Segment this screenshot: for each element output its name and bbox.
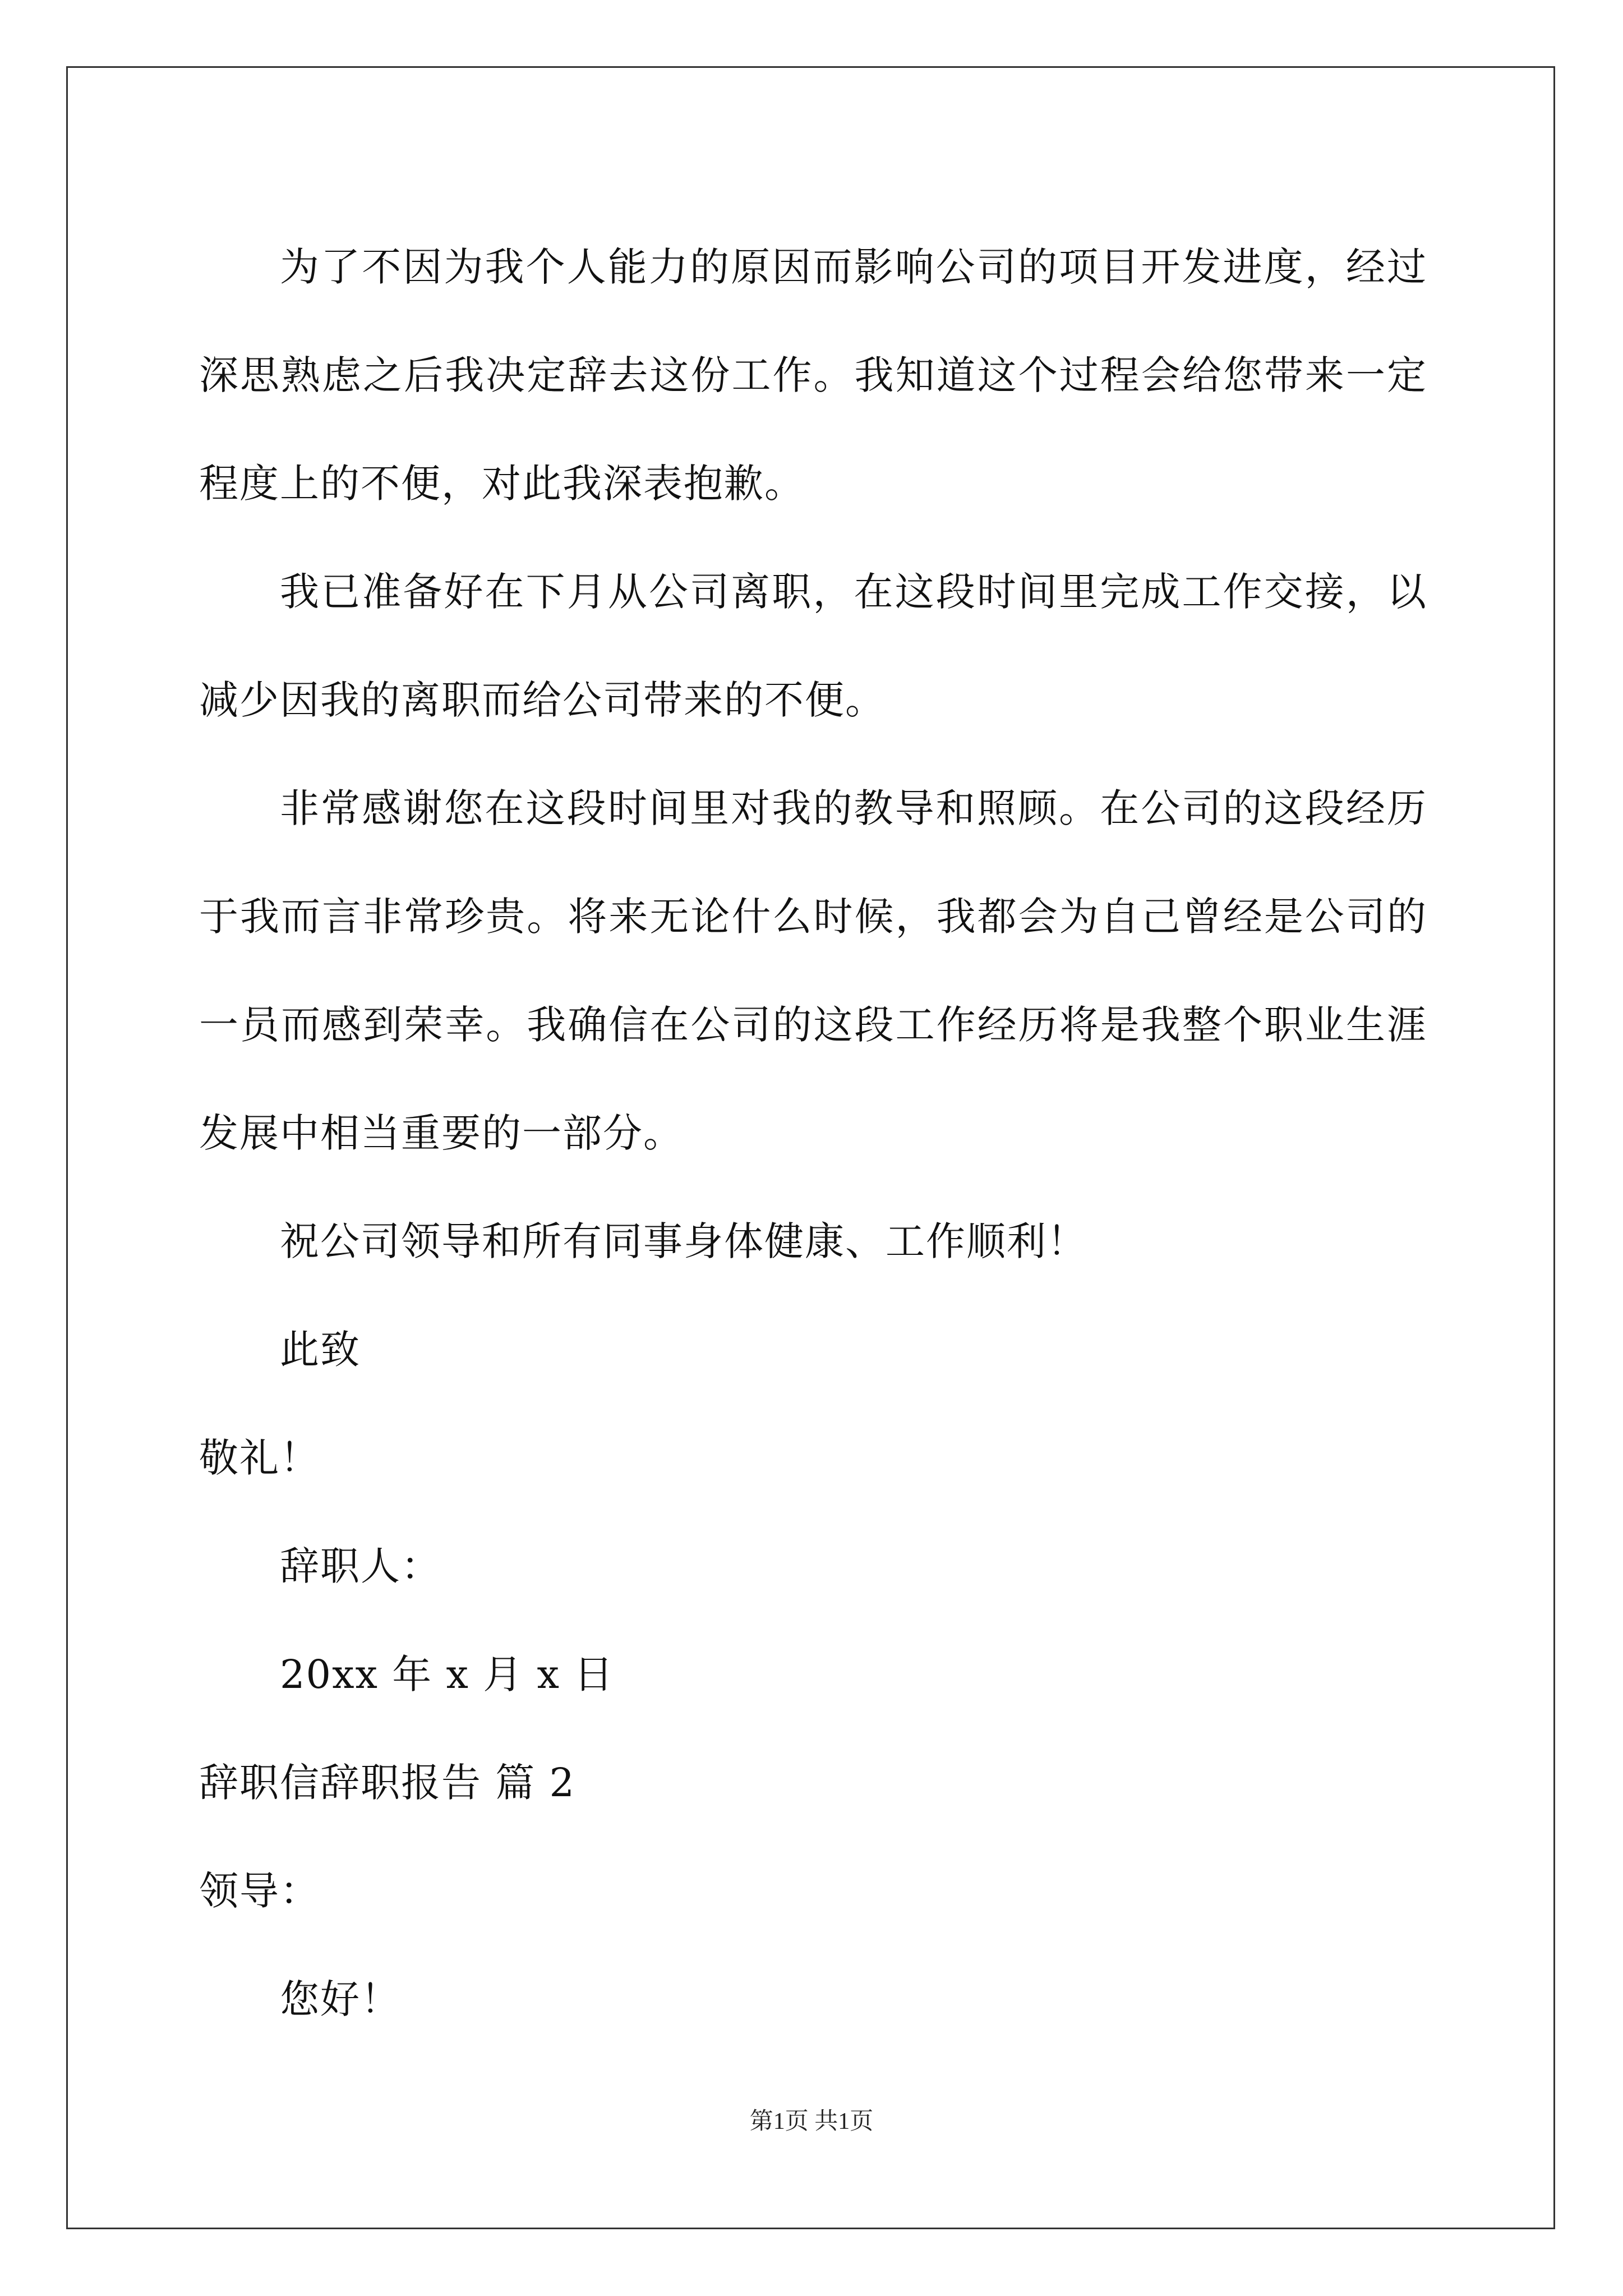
paragraph-project-reason: 为了不因为我个人能力的原因而影响公司的项目开发进度，经过深思熟虑之后我决定辞去这份工作。我知道这个过程会给您带来一定程度上的不便，对此我深表抱歉。: [199, 244, 1427, 507]
opening-hello: 您好！: [280, 1976, 401, 2022]
paragraph-thanks: 非常感谢您在这段时间里对我的教导和照顾。在公司的这段经历于我而言非常珍贵。将来无论什么时候，我都会为自己曾经是公司的一员而感到荣幸。我确信在公司的这段工作经历将是我整个职业生涯发展中相当重要的一部分。: [199, 785, 1427, 1156]
section-heading: 辞职信辞职报告 篇 2: [199, 1760, 576, 1806]
page-footer: 第1页 共1页: [749, 2109, 874, 2134]
closing-regards: 敬礼！: [199, 1435, 320, 1481]
document-body: [199, 213, 1427, 2054]
closing-salutation: 此致: [280, 1327, 361, 1373]
paragraph-wishes: 祝公司领导和所有同事身体健康、工作顺利！: [280, 1218, 1087, 1264]
recipient-greeting: 领导：: [199, 1868, 320, 1914]
signature-label: 辞职人：: [280, 1543, 441, 1589]
signature-date: 20xx 年 x 月 x 日: [280, 1651, 615, 1697]
paragraph-handover: 我已准备好在下月从公司离职，在这段时间里完成工作交接，以减少因我的离职而给公司带来的不便。: [199, 569, 1427, 723]
